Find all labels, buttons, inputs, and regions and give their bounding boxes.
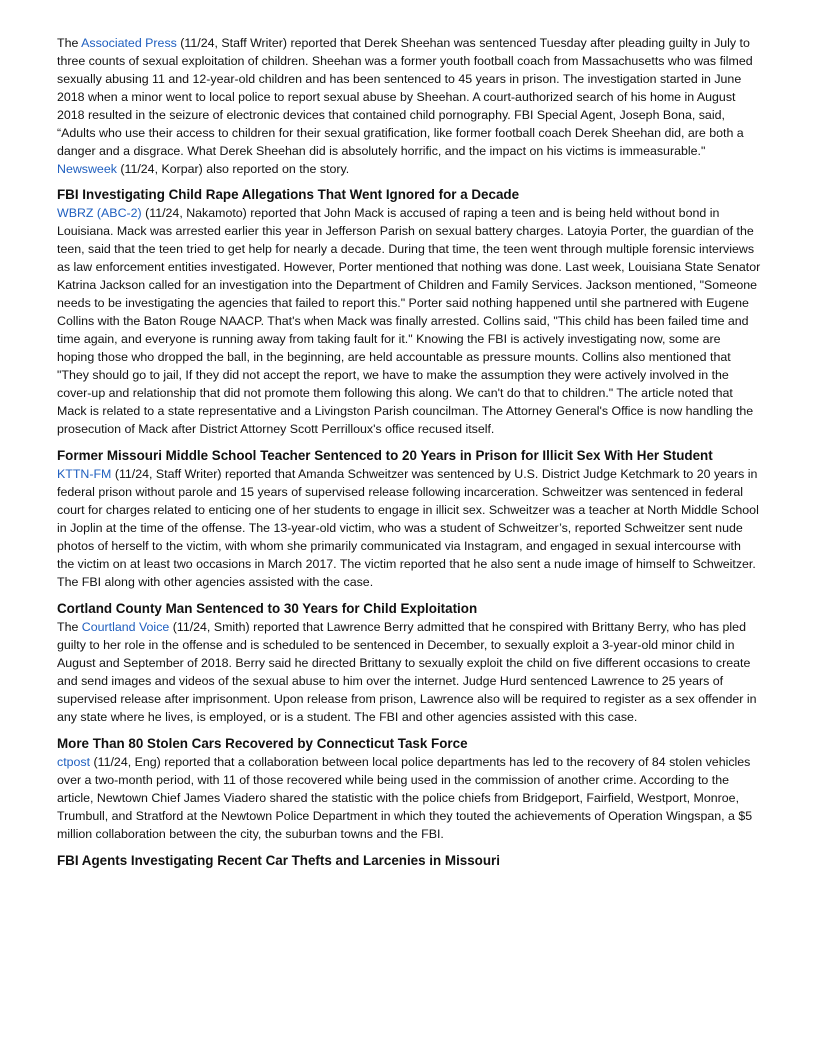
article-missouri-thefts <box>57 852 761 870</box>
article-kttn <box>57 447 761 591</box>
source-link-wbrz[interactable]: WBRZ (ABC-2) <box>57 206 142 220</box>
article-ctpost <box>57 735 761 843</box>
source-link-associated-press[interactable]: Associated Press <box>81 36 177 50</box>
article-text: (11/24, Staff Writer) reported that Amanda Schweitzer was sentenced by U.S. District Judge Ketchmark to 20 years in federal prison without parole and 15 years of supervised release following incarceration. Schweitzer was sentenced in federal court for charges related to enticing one of her students to engage in illicit sex. Schweitzer was a teacher at North Middle School in Joplin at the time of the offense. The 13-year-old victim, who was a student of Schweitzer’s, reported Schweitzer sent nude photos of herself to the victim, with whom she primarily communicated via Instagram, and engaged in sexual intercourse with the victim on at least two occasions in March 2017. The victim reported that he also sent a nude image of himself to Schweitzer. The FBI along with other agencies assisted with the case. <box>57 467 759 589</box>
article-text: (11/24, Nakamoto) reported that John Mack is accused of raping a teen and is being held without bond in Louisiana. Mack was arrested earlier this year in Jefferson Parish on sexual battery charges. Latoyia Porter, the guardian of the teen, said that the teen tried to get help for nearly a decade. During that time, the teen went through multiple forensic interviews as law enforcement entities investigated. However, Porter mentioned that nothing was done. Last week, Louisiana State Senator Katrina Jackson called for an investigation into the Department of Children and Family Services. Jackson mentioned, "Someone needs to be investigating the agencies that failed to report this." Porter said nothing happened until she partnered with Eugene Collins with the Baton Rouge NAACP. That's when Mack was finally arrested. Collins said, "This child has been failed time and time again, and everyone is running away from taking fault for it." Knowing the FBI is actively investigating now, some are hoping those who dropped the ball, in the beginning, are held accountable as pressure mounts. Collins also mentioned that "They should go to jail, If they did not accept the report, we have to make the assumption they were actively involved in the cover-up and relationship that did not promote them following this along. We can't do that to children." The article noted that Mack is related to a state representative and a Livingston Parish councilman. The Attorney General's Office is now handling the prosecution of Mack after District Attorney Scott Perrilloux's office recused itself. <box>57 206 761 436</box>
article-body <box>57 753 761 843</box>
article-text: (11/24, Smith) reported that Lawrence Berry admitted that he conspired with Brittany Berry, who has pled guilty to her role in the offense and is scheduled to be sentenced in December, to sexually exploit a 3-year-old minor child in August and September of 2018. Berry said he directed Brittany to sexually exploit the child on five different occasions to create and send images and videos of the sexual abuse to him over the internet. Judge Hurd sentenced Lawrence to 25 years of supervised release after imprisonment. Upon release from prison, Lawrence also will be required to register as a sex offender in any state where he lives, is employed, or is a student. The FBI and other agencies assisted with this case. <box>57 620 757 724</box>
headline: FBI Investigating Child Rape Allegations That Went Ignored for a Decade <box>57 187 520 202</box>
headline: Former Missouri Middle School Teacher Sentenced to 20 Years in Prison for Illicit Sex With Her Student <box>57 448 713 463</box>
source-link-ctpost[interactable]: ctpost <box>57 755 91 769</box>
intro-text-end: (11/24, Korpar) also reported on the story. <box>116 162 350 176</box>
article-body <box>57 204 761 438</box>
source-link-courtland-voice[interactable]: Courtland Voice <box>81 620 170 634</box>
document-page <box>57 34 761 879</box>
article-cortland <box>57 600 761 726</box>
headline: FBI Agents Investigating Recent Car Thefts and Larcenies in Missouri <box>57 853 500 868</box>
article-body <box>57 618 761 726</box>
article-wbrz <box>57 186 761 438</box>
source-link-newsweek[interactable]: Newsweek <box>57 162 117 176</box>
headline: More Than 80 Stolen Cars Recovered by Connecticut Task Force <box>57 736 468 751</box>
source-link-kttn-fm[interactable]: KTTN-FM <box>57 467 112 481</box>
intro-pre: The <box>57 36 82 50</box>
article-pre: The <box>57 620 82 634</box>
article-body <box>57 465 761 591</box>
intro-paragraph <box>57 34 761 178</box>
article-text: (11/24, Eng) reported that a collaboration between local police departments has led to the recovery of 84 stolen vehicles over a two-month period, with 11 of those recovered while being used in the commission of another crime. According to the article, Newtown Chief James Viadero shared the statistic with the police chiefs from Bridgeport, Fairfield, Westport, Monroe, Trumbull, and Stratford at the Newtown Police Department in which they touted the achievements of Operation Wingspan, a $5 million collaboration between the city, the suburban towns and the FBI. <box>57 755 753 841</box>
intro-text: (11/24, Staff Writer) reported that Derek Sheehan was sentenced Tuesday after pleading guilty in July to three counts of sexual exploitation of children. Sheehan was a former youth football coach from Massachusetts who was filmed sexually abusing 11 and 12-year-old children and has been sentenced to 45 years in prison. The investigation started in June 2018 when a minor went to local police to report sexual abuse by Sheehan. A court-authorized search of his home in August 2018 resulted in the seizure of electronic devices that contained child pornography. FBI Special Agent, Joseph Bona, said, “Adults who use their access to children for their sexual gratification, like former football coach Derek Sheehan did, are both a danger and a disgrace. What Derek Sheehan did is absolutely horrific, and the impact on his victims is immeasurable." <box>57 36 753 158</box>
headline: Cortland County Man Sentenced to 30 Years for Child Exploitation <box>57 601 478 616</box>
